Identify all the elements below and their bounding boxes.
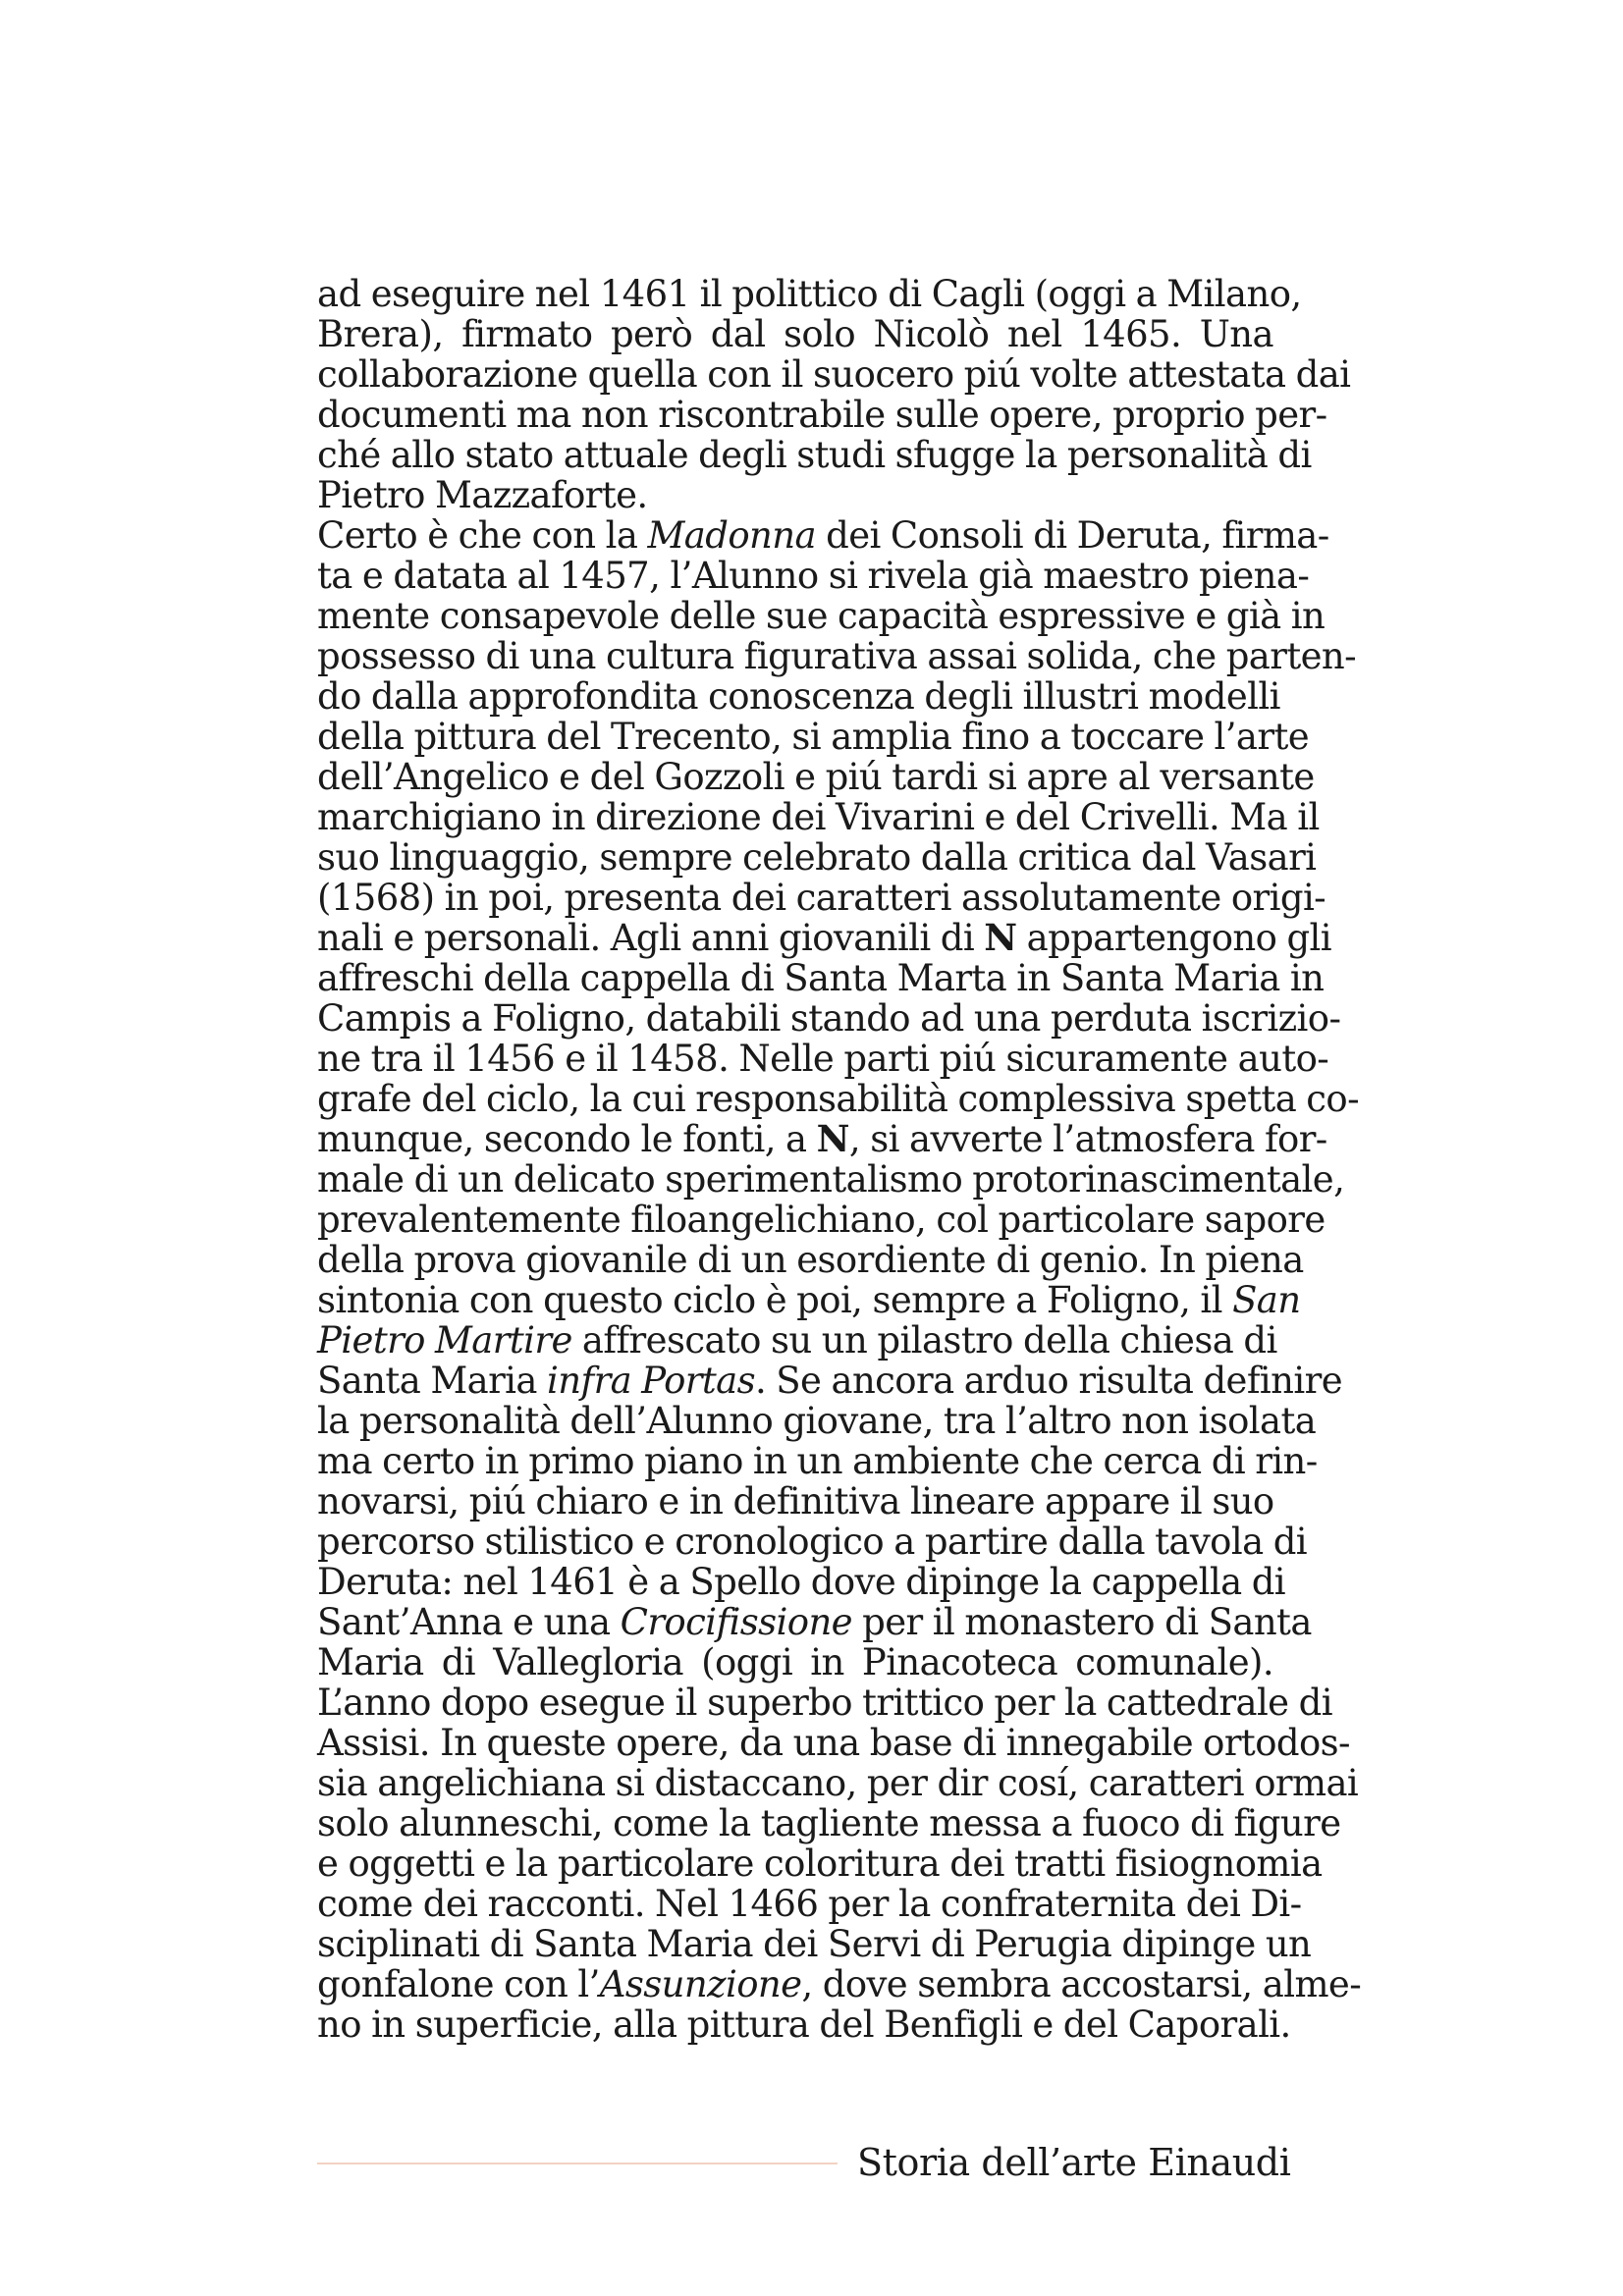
text-line <box>317 1400 1317 1442</box>
text-line <box>317 957 1325 999</box>
text-segment: affrescato su un pilastro della chiesa di <box>571 1319 1277 1362</box>
text-line <box>317 1078 1360 1120</box>
text-line <box>317 1642 1273 1682</box>
text-line <box>317 877 1326 919</box>
text-segment: , si avverte l’atmosfera for- <box>848 1118 1327 1160</box>
text-segment: documenti ma non riscontrabile sulle opere, proprio per- <box>317 394 1327 436</box>
text-segment: ma certo in primo piano in un ambiente che cerca di rin- <box>317 1440 1318 1482</box>
text-segment: ne tra il 1456 e il 1458. Nelle parti piú sicuramente auto- <box>317 1038 1329 1080</box>
text-line <box>317 1722 1350 1764</box>
text-line <box>317 1279 1301 1321</box>
text-line <box>317 716 1310 758</box>
text-line <box>317 1802 1341 1844</box>
text-segment: appartengono gli <box>1016 917 1332 959</box>
text-segment: L’anno dopo esegue il superbo trittico per la cattedrale di <box>317 1682 1332 1724</box>
text-line <box>317 1682 1332 1724</box>
footer-rule <box>317 2163 838 2164</box>
text-segment: ché allo stato attuale degli studi sfugge la personalità di <box>317 434 1312 476</box>
text-segment: affreschi della cappella di Santa Marta in Santa Maria in <box>317 957 1325 999</box>
text-line <box>317 1239 1304 1281</box>
text-line <box>317 796 1320 838</box>
text-segment: Campis a Foligno, databili stando ad una perduta iscrizio- <box>317 997 1341 1040</box>
text-line <box>317 1561 1286 1603</box>
text-segment: grafe del ciclo, la cui responsabilità complessiva spetta co- <box>317 1078 1360 1120</box>
text-line <box>317 1762 1359 1804</box>
text-segment: N <box>816 1117 849 1160</box>
text-segment: sciplinati di Santa Maria dei Servi di Perugia dipinge un <box>317 1923 1312 1965</box>
text-segment: della pittura del Trecento, si amplia fino a toccare l’arte <box>317 716 1310 758</box>
footer-title: Storia dell’arte Einaudi <box>857 2141 1291 2184</box>
text-segment: Assunzione <box>599 1963 802 2005</box>
text-segment: novarsi, piú chiaro e in definitiva lineare appare il suo <box>317 1480 1274 1522</box>
text-line <box>317 394 1327 436</box>
text-segment: solo alunneschi, come la tagliente messa a fuoco di figure <box>317 1802 1341 1844</box>
text-segment: possesso di una cultura figurativa assai solida, che parten- <box>317 635 1357 677</box>
text-segment: no in superficie, alla pittura del Benfigli e del Caporali. <box>317 2003 1291 2046</box>
text-line <box>317 1601 1312 1643</box>
text-segment: percorso stilistico e cronologico a partire dalla tavola di <box>317 1521 1308 1563</box>
text-segment: mente consapevole delle sue capacità espressive e già in <box>317 595 1325 637</box>
text-segment: Pietro Martire <box>317 1319 572 1362</box>
text-segment: come dei racconti. Nel 1466 per la confraternita dei Di- <box>317 1883 1302 1925</box>
text-line <box>317 2003 1291 2046</box>
text-segment: suo linguaggio, sempre celebrato dalla critica dal Vasari <box>317 836 1317 879</box>
text-line <box>317 635 1357 677</box>
text-line <box>317 1319 1277 1362</box>
text-segment: (1568) in poi, presenta dei caratteri assolutamente origi- <box>317 877 1326 919</box>
text-line <box>317 595 1325 637</box>
text-segment: prevalentemente filoangelichiano, col particolare sapore <box>317 1199 1325 1241</box>
text-line <box>317 1199 1325 1241</box>
text-segment: San <box>1232 1279 1301 1321</box>
text-segment: sintonia con questo ciclo è poi, sempre a Foligno, il <box>317 1279 1233 1321</box>
text-line <box>317 756 1315 798</box>
text-segment: gonfalone con l’ <box>317 1963 600 2005</box>
text-segment: N <box>984 916 1017 959</box>
text-segment: Certo è che con la <box>317 514 648 557</box>
text-line <box>317 1963 1362 2005</box>
text-segment: infra Portas <box>547 1360 755 1402</box>
text-segment: Brera), firmato però dal solo Nicolò nel 1465. Una <box>317 313 1273 355</box>
text-line <box>317 1521 1308 1563</box>
text-line <box>317 1038 1329 1080</box>
text-segment: , dove sembra accostarsi, alme- <box>801 1963 1362 2005</box>
text-segment: della prova giovanile di un esordiente di genio. In piena <box>317 1239 1304 1281</box>
text-segment: . Se ancora arduo risulta definire <box>754 1360 1343 1402</box>
text-line <box>317 353 1351 396</box>
text-segment: collaborazione quella con il suocero piú volte attestata dai <box>317 353 1351 396</box>
text-line <box>317 1158 1345 1201</box>
text-segment: ta e datata al 1457, l’Alunno si rivela già maestro piena- <box>317 555 1310 597</box>
text-line <box>317 555 1310 597</box>
text-line <box>317 273 1302 315</box>
text-line <box>317 916 1332 959</box>
text-segment: e oggetti e la particolare coloritura dei tratti fisiognomia <box>317 1842 1323 1885</box>
text-line <box>317 1117 1327 1160</box>
text-line <box>317 514 1329 557</box>
text-line <box>317 434 1312 476</box>
text-segment: Assisi. In queste opere, da una base di innegabile ortodos- <box>317 1722 1350 1764</box>
text-segment: Sant’Anna e una <box>317 1601 621 1643</box>
text-segment: la personalità dell’Alunno giovane, tra l’altro non isolata <box>317 1400 1317 1442</box>
text-segment: munque, secondo le fonti, a <box>317 1118 817 1160</box>
text-line <box>317 1360 1343 1402</box>
text-segment: per il monastero di Santa <box>851 1601 1312 1643</box>
text-segment: male di un delicato sperimentalismo protorinascimentale, <box>317 1158 1345 1201</box>
text-line <box>317 836 1317 879</box>
text-segment: Pietro Mazzaforte. <box>317 474 648 516</box>
text-segment: Maria di Vallegloria (oggi in Pinacoteca comunale). <box>317 1641 1273 1683</box>
text-line <box>317 1883 1302 1925</box>
text-segment: Crocifissione <box>620 1601 852 1643</box>
text-line <box>317 475 1273 515</box>
text-segment: marchigiano in direzione dei Vivarini e del Crivelli. Ma il <box>317 796 1320 838</box>
text-line <box>317 1440 1318 1482</box>
text-line <box>317 1842 1323 1885</box>
text-segment: Deruta: nel 1461 è a Spello dove dipinge la cappella di <box>317 1561 1286 1603</box>
text-line <box>317 1481 1273 1522</box>
text-segment: sia angelichiana si distaccano, per dir cosí, caratteri ormai <box>317 1762 1359 1804</box>
text-line <box>317 997 1341 1040</box>
body-text <box>317 273 1362 2046</box>
text-line <box>317 1923 1312 1965</box>
text-segment: Madonna <box>647 514 816 557</box>
text-segment: dei Consoli di Deruta, firma- <box>815 514 1329 557</box>
text-line <box>317 675 1280 718</box>
text-segment: dell’Angelico e del Gozzoli e piú tardi si apre al versante <box>317 756 1315 798</box>
text-line <box>317 314 1273 354</box>
text-segment: nali e personali. Agli anni giovanili di <box>317 917 985 959</box>
text-segment: do dalla approfondita conoscenza degli illustri modelli <box>317 675 1280 718</box>
text-segment: Santa Maria <box>317 1360 548 1402</box>
text-segment: ad eseguire nel 1461 il polittico di Cagli (oggi a Milano, <box>317 273 1302 315</box>
